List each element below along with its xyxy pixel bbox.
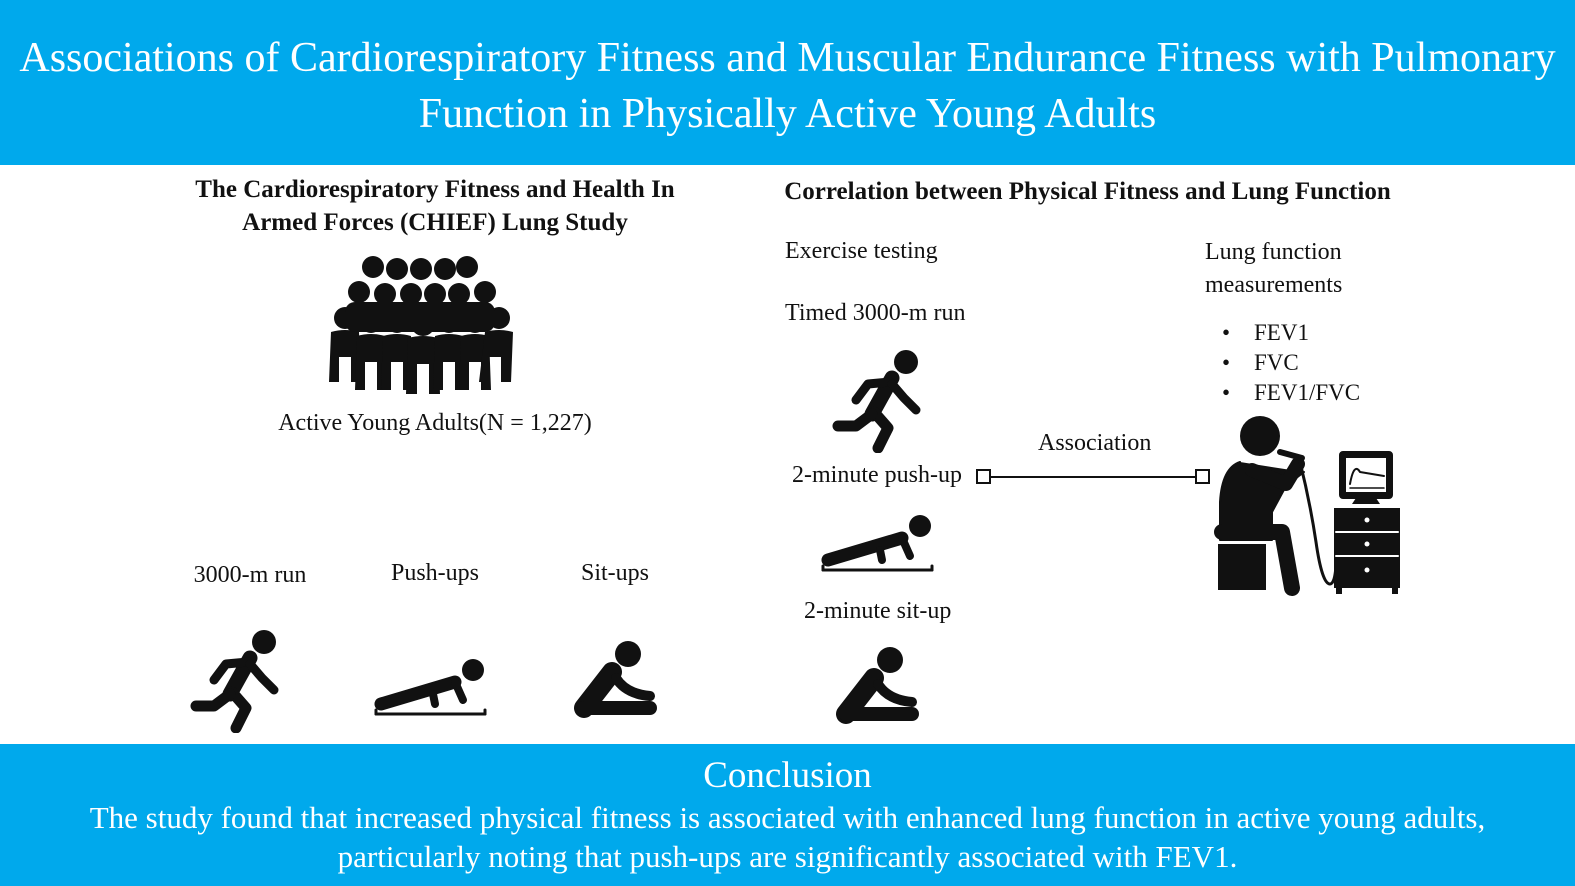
sit-up-icon xyxy=(832,644,922,726)
sit-up-icon xyxy=(570,638,660,720)
test-label-run: 3000-m run xyxy=(193,562,307,588)
measurement-item: • FEV1/FVC xyxy=(1222,378,1360,408)
conclusion-banner xyxy=(0,744,1575,886)
study-title: The Cardiorespiratory Fitness and Health In Armed Forces (CHIEF) Lung Study xyxy=(195,176,675,236)
association-connector xyxy=(974,466,1214,488)
exercise-testing-heading: Exercise testing xyxy=(785,238,938,264)
test-label-push-ups: Push-ups xyxy=(390,560,480,586)
exercise-push-up: 2-minute push-up xyxy=(792,462,962,488)
population-label: Active Young Adults(N = 1,227) xyxy=(278,410,592,436)
crowd-icon xyxy=(325,252,515,397)
conclusion-text: The study found that increased physical fitness is associated with enhanced lung function in active young adults, particularly noting that push-ups are significantly associated with FEV1. xyxy=(89,800,1486,874)
title-banner xyxy=(0,0,1575,165)
runner-icon xyxy=(190,628,285,733)
measurement-item: • FEV1 xyxy=(1222,318,1360,348)
push-up-icon xyxy=(820,510,935,576)
runner-icon xyxy=(832,348,927,453)
measurement-list xyxy=(1222,318,1360,408)
measurement-item: • FVC xyxy=(1222,348,1360,378)
exercise-timed-run: Timed 3000-m run xyxy=(785,300,966,326)
conclusion-heading: Conclusion xyxy=(703,755,872,796)
association-label: Association xyxy=(1038,430,1152,456)
correlation-heading: Correlation between Physical Fitness and Lung Function xyxy=(784,178,1391,205)
test-label-sit-ups: Sit-ups xyxy=(580,560,649,586)
exercise-sit-up: 2-minute sit-up xyxy=(804,598,952,624)
push-up-icon xyxy=(373,654,488,720)
page-title: Associations of Cardiorespiratory Fitness and Muscular Endurance Fitness with Pulmonary Function in Physically Active Young Adults xyxy=(19,35,1556,137)
lung-function-heading: Lung function measurements xyxy=(1205,239,1343,298)
spirometry-test-icon xyxy=(1212,412,1407,597)
